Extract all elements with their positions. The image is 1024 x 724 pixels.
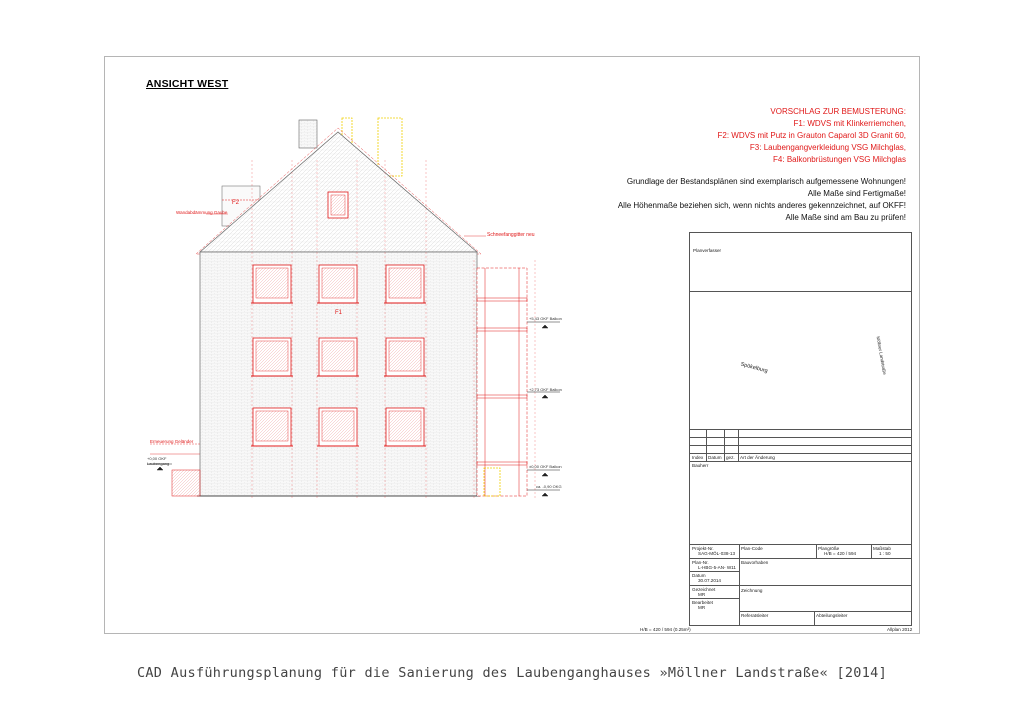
massstab-value: 1 : 50 [879, 551, 891, 556]
facade-windows [251, 265, 426, 446]
note-line: Alle Höhenmaße beziehen sich, wenn nichts anderes gekennzeichnet, auf OKFF! [617, 201, 906, 210]
bearbeitet-label: Bearbeitet [692, 600, 713, 605]
index-col: Index [692, 455, 704, 460]
plannr-label: Plan-Nr. [692, 560, 709, 565]
sheet-title: ANSICHT WEST [146, 78, 229, 90]
bauherr-label: Bauherr [692, 463, 709, 468]
label-schneefanggitter: Schneefanggitter neu [487, 232, 535, 238]
street-label-2: Möllner Landstraße [875, 335, 888, 376]
level-balkon-mid: +2,73 OKF Balkon [529, 387, 562, 392]
datum-label: Datum [692, 573, 706, 578]
chimney [299, 120, 317, 148]
abteilungsleiter-label: Abteilungsleiter [816, 613, 848, 618]
note-line: Alle Maße sind Fertigmaße! [807, 189, 906, 198]
title-block [689, 232, 912, 626]
window-pane [389, 341, 421, 371]
plangroesse-label: Plangröße [818, 546, 840, 551]
datum-value: 30.07.2014 [698, 578, 721, 583]
plancode-label: Plan-Code [741, 546, 763, 551]
projekt-value: SAG-MÖL-038-13 [698, 551, 736, 556]
window-pane [389, 411, 421, 441]
window-pane [322, 341, 354, 371]
projekt-label: Projekt-Nr. [692, 546, 714, 551]
label-f1: F1 [335, 310, 343, 316]
level-ground: ca. -0,90 OKG [536, 484, 562, 489]
label-wandabdaemmung: Wandabdämmung Gaube [176, 210, 228, 215]
level-laubengang: +0,00 OKF Laubengang [147, 456, 170, 466]
window-pane [389, 268, 421, 298]
window-pane [322, 411, 354, 441]
massstab-label: Maßstab [873, 546, 891, 551]
planverfasser-label: Planverfasser [693, 248, 722, 253]
format-note: H/B = 420 / 594 (0.25m²) [640, 627, 691, 632]
note-line: Grundlage der Bestandsplänen sind exemplarisch aufgemessene Wohnungen! [626, 177, 906, 186]
proposal-line: F3: Laubengangverkleidung VSG Milchglas, [749, 143, 906, 152]
window-pane [256, 341, 288, 371]
gezeichnet-value: MR [698, 592, 706, 597]
entrance-stair [172, 470, 200, 496]
window-pane [322, 268, 354, 298]
referatsleiter-label: Referatsleiter [741, 613, 769, 618]
software-note: Allplan 2012 [887, 627, 913, 632]
bauvorhaben-label: Bauvorhaben [741, 560, 769, 565]
level-balkon-low: ±0,00 OKF Balkon [529, 464, 562, 469]
proposal-line: F2: WDVS mit Putz in Grauton Caparol 3D Granit 60, [717, 131, 906, 140]
plangroesse-value: H/B = 420 / 594 [824, 551, 857, 556]
plannr-value: L-HBG-5-AN- W11 [698, 565, 736, 570]
label-f2: F2 [232, 200, 240, 206]
level-balkon-top: +5,43 OKF Balkon [529, 316, 562, 321]
gezeichnet-label: Gezeichnet [692, 587, 716, 592]
proposal-line: F1: WDVS mit Klinkerriemchen, [793, 119, 906, 128]
aenderung-col: Art der Änderung [740, 455, 775, 460]
chimney-red [378, 118, 402, 176]
street-label: Spökelburg [739, 361, 769, 375]
window-pane [256, 268, 288, 298]
zeichnung-label: Zeichnung [741, 588, 763, 593]
proposal-line: VORSCHLAG ZUR BEMUSTERUNG: [770, 107, 906, 116]
datum-col: Datum [708, 455, 722, 460]
note-line: Alle Maße sind am Bau zu prüfen! [785, 213, 906, 222]
page-caption: CAD Ausführungsplanung für die Sanierung des Laubenganghauses »Möllner Landstraße« [2014] [136, 665, 888, 681]
label-erneuerung-gelaender: Erneuerung Geländer [150, 439, 194, 444]
bearbeitet-value: MR [698, 605, 706, 610]
window-pane [256, 411, 288, 441]
gez-col: gez. [726, 455, 735, 460]
proposal-line: F4: Balkonbrüstungen VSG Milchglas [773, 155, 906, 164]
